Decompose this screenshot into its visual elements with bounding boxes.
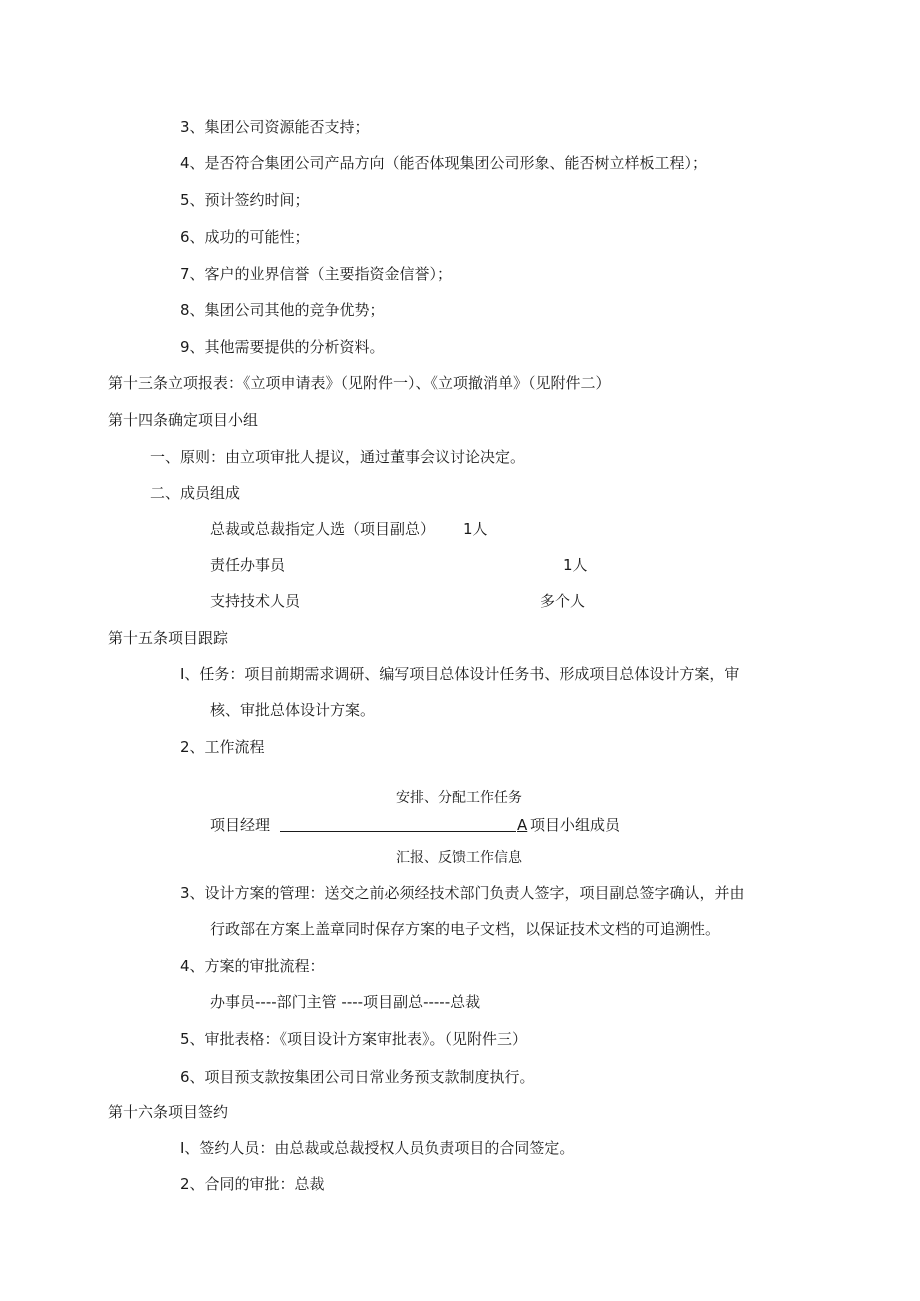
flow-bottom-label: 汇报、反馈工作信息 xyxy=(396,850,522,866)
flow-right-node: 项目小组成员 xyxy=(530,816,621,834)
list-item-7: 7、客户的业界信誉（主要指资金信誉）； xyxy=(180,265,453,283)
list-item-5: 5、预计签约时间； xyxy=(180,191,310,209)
article-14-principle: 一、原则：由立项审批人提议，通过董事会议讨论决定。 xyxy=(150,448,526,466)
design-management-line1: 3、设计方案的管理：送交之前必须经技术部门负责人签字，项目副总签字确认，并由 xyxy=(180,884,745,902)
flow-arrow-head: A xyxy=(517,816,528,834)
member-role: 责任办事员 xyxy=(210,556,286,574)
article-16-title: 第十六条项目签约 xyxy=(108,1103,229,1121)
approval-form: 5、审批表格：《项目设计方案审批表》。（见附件三） xyxy=(180,1030,528,1048)
flow-top-label: 安排、分配工作任务 xyxy=(396,790,522,806)
list-item-6: 6、成功的可能性； xyxy=(180,228,310,246)
member-role: 支持技术人员 xyxy=(210,592,301,610)
article-14-title: 第十四条确定项目小组 xyxy=(108,411,259,429)
design-management-line2: 行政部在方案上盖章同时保存方案的电子文档，以保证技术文档的可追溯性。 xyxy=(210,920,721,938)
list-item-8: 8、集团公司其他的竞争优势； xyxy=(180,301,385,319)
approval-heading: 4、方案的审批流程： xyxy=(180,957,325,975)
flow-left-node: 项目经理 xyxy=(210,816,271,834)
workflow-heading: 2、工作流程 xyxy=(180,738,265,756)
member-count: 多个人 xyxy=(540,592,586,610)
list-item-4: 4、是否符合集团公司产品方向（能否体现集团公司形象、能否树立样板工程）； xyxy=(180,154,708,172)
list-item-3: 3、集团公司资源能否支持； xyxy=(180,118,370,136)
member-role: 总裁或总裁指定人选（项目副总） xyxy=(210,520,436,538)
member-count: 1人 xyxy=(563,556,588,574)
advance-payment: 6、项目预支款按集团公司日常业务预支款制度执行。 xyxy=(180,1068,535,1086)
article-16-signer: I、签约人员：由总裁或总裁授权人员负责项目的合同签定。 xyxy=(180,1139,575,1157)
article-15-title: 第十五条项目跟踪 xyxy=(108,629,229,647)
article-15-task-line1: I、任务：项目前期需求调研、编写项目总体设计任务书、形成项目总体设计方案，审 xyxy=(180,665,740,683)
flow-arrow-line xyxy=(280,814,516,832)
article-16-approval: 2、合同的审批：总裁 xyxy=(180,1175,325,1193)
article-14-members-heading: 二、成员组成 xyxy=(150,484,241,502)
member-count: 1人 xyxy=(463,520,488,538)
article-15-task-line2: 核、审批总体设计方案。 xyxy=(210,701,376,719)
list-item-9: 9、其他需要提供的分析资料。 xyxy=(180,338,385,356)
approval-chain: 办事员----部门主管 ----项目副总-----总裁 xyxy=(210,993,481,1011)
article-13: 第十三条立项报表：《立项申请表》（见附件一）、《立项撤消单》（见附件二） xyxy=(108,374,611,392)
